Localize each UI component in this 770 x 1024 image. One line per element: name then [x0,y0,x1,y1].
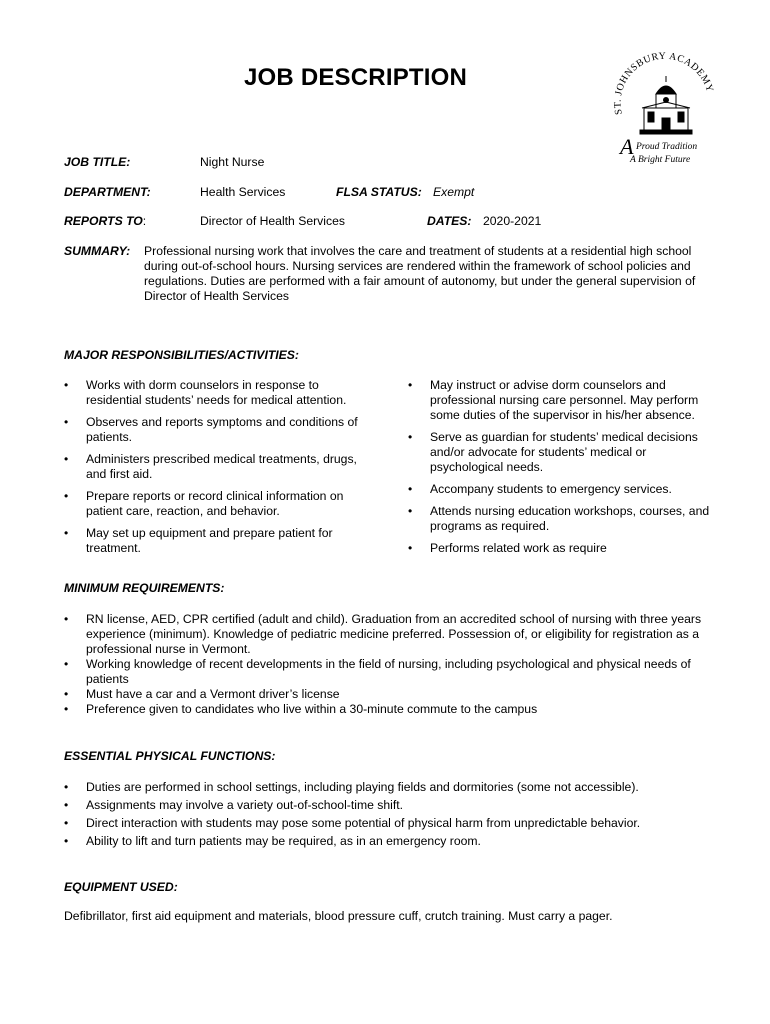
responsibilities-heading: MAJOR RESPONSIBILITIES/ACTIVITIES: [64,348,299,362]
reports-to-colon: : [142,214,147,228]
list-item: • Direct interaction with students may pose some potential of physical harm from unpredictable behavior. [64,816,714,831]
physical-list [64,780,714,852]
reports-to-value: Director of Health Services [200,214,345,228]
list-item: • Preference given to candidates who live within a 30-minute commute to the campus [64,702,714,717]
summary-text: Professional nursing work that involves the care and treatment of students at a residential high school during out-of-school hours. Nursing services are rendered within the framework of school policies and regulations. Duties are performed with a fair amount of autonomy, but under the general supervision of Director of Health Services [144,244,696,303]
logo-tagline-2: A Bright Future [630,155,691,165]
dates-label: DATES: [427,214,472,228]
department-value: Health Services [200,185,286,199]
list-item: • Attends nursing education workshops, courses, and programs as required. [408,504,713,534]
summary-label: SUMMARY: [64,244,131,258]
list-item: • Ability to lift and turn patients may be required, as in an emergency room. [64,834,714,849]
responsibilities-right-list [408,378,713,563]
page-title: JOB DESCRIPTION [244,64,468,91]
list-item: • Works with dorm counselors in response to residential students’ needs for medical attention. [64,378,364,408]
reports-to-label-text: REPORTS TO [64,214,143,228]
list-item: • RN license, AED, CPR certified (adult and child). Graduation from an accredited school of nursing with three years experience (minimum). Knowledge of pediatric medicine preferred. Possession of, or eligibility for registration as a professional nurse in Vermont. [64,612,714,657]
list-item: • Administers prescribed medical treatments, drugs, and first aid. [64,452,364,482]
equipment-heading: EQUIPMENT USED: [64,880,178,894]
minimum-list [64,612,714,717]
job-title-label: JOB TITLE: [64,155,131,169]
logo-tagline-1: Proud Tradition [636,142,698,152]
list-item: • Serve as guardian for students’ medical decisions and/or advocate for students’ medical or psychological needs. [408,430,713,475]
list-item: • Working knowledge of recent developments in the field of nursing, including psychological and physical needs of patients [64,657,714,687]
logo-letter: A [620,134,634,159]
minimum-heading: MINIMUM REQUIREMENTS: [64,581,225,595]
list-item: • Observes and reports symptoms and conditions of patients. [64,415,364,445]
dates-value: 2020-2021 [483,214,542,228]
job-title-value: Night Nurse [200,155,265,169]
list-item: • May set up equipment and prepare patient for treatment. [64,526,364,556]
list-item: • Must have a car and a Vermont driver’s license [64,687,714,702]
building-icon [640,76,692,134]
department-label: DEPARTMENT: [64,185,151,199]
physical-heading: ESSENTIAL PHYSICAL FUNCTIONS: [64,749,276,763]
list-item: • Assignments may involve a variety out-of-school-time shift. [64,798,714,813]
responsibilities-left-list [64,378,364,563]
list-item: • Performs related work as require [408,541,713,556]
equipment-text: Defibrillator, first aid equipment and materials, blood pressure cuff, crutch training. Must carry a pager. [64,909,613,923]
reports-to-label [64,214,146,228]
flsa-value: Exempt [433,185,475,199]
logo-arc-text: ST. JOHNSBURY ACADEMY [612,50,716,116]
list-item: • Accompany students to emergency services. [408,482,713,497]
flsa-label: FLSA STATUS: [336,185,422,199]
list-item: • Prepare reports or record clinical information on patient care, reaction, and behavior. [64,489,364,519]
list-item: • Duties are performed in school settings, including playing fields and dormitories (some not accessible). [64,780,714,795]
academy-logo [606,48,726,170]
list-item: • May instruct or advise dorm counselors and professional nursing care personnel. May perform some duties of the supervisor in his/her absence. [408,378,713,423]
